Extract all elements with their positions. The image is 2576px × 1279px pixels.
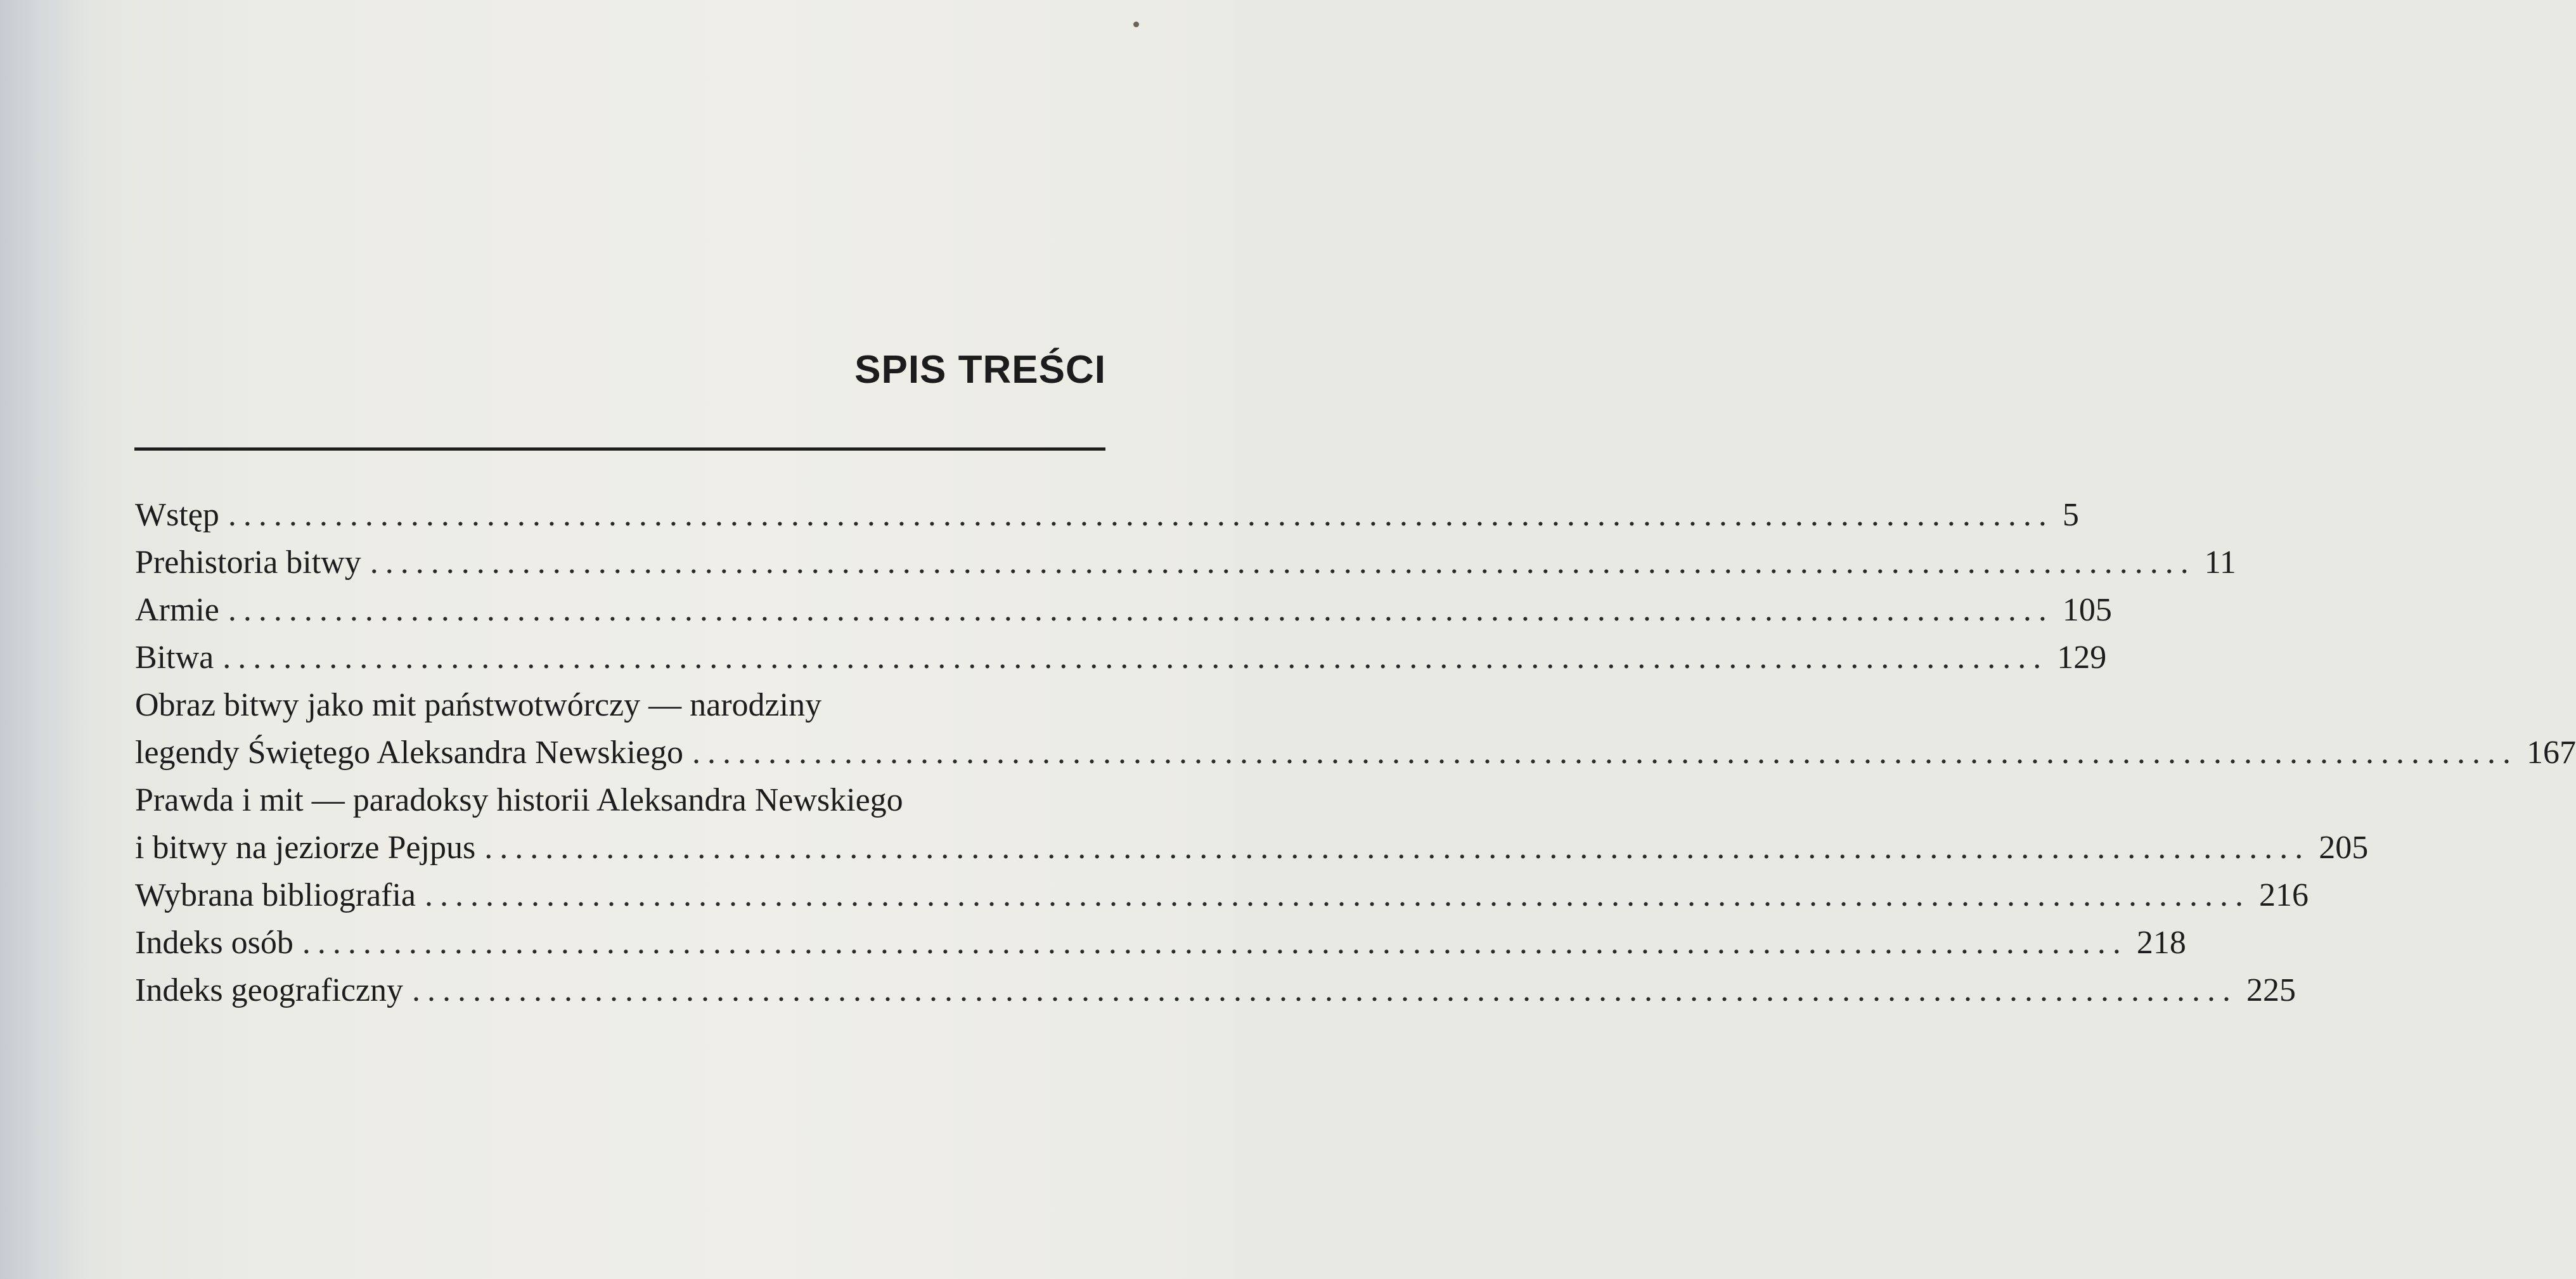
dot-leader: ........................................................................................................................ [412, 972, 2238, 1008]
toc-entry-title: legendy Świętego Aleksandra Newskiego [135, 735, 684, 771]
toc-page-number: 11 [2204, 544, 2236, 581]
toc-entry-title: Wstęp [135, 497, 219, 533]
toc-page-number: 216 [2259, 877, 2309, 913]
toc-entry-title-line1: Prawda i mit — paradoksy historii Aleksandra Newskiego [135, 782, 903, 818]
toc-entry-title: Indeks geograficzny [135, 972, 404, 1008]
toc-page-number: 105 [2062, 592, 2112, 628]
table-of-contents [135, 491, 2576, 1014]
dot-leader: ........................................................................................................................ [228, 592, 2054, 628]
toc-entry [135, 586, 2112, 634]
toc-entry-title: Armie [135, 592, 219, 628]
toc-page-number: 205 [2319, 830, 2369, 866]
toc-page-number: 5 [2062, 497, 2079, 533]
toc-page-number: 218 [2136, 925, 2186, 961]
toc-entry [135, 634, 2107, 681]
dot-leader: ........................................................................................................................ [228, 497, 2054, 533]
toc-entry [135, 681, 2576, 776]
page-title: SPIS TREŚCI [854, 348, 1106, 392]
dot-leader: ........................................................................................................................ [222, 640, 2049, 676]
toc-entry [135, 919, 2186, 967]
toc-entry-title: Indeks osób [135, 925, 293, 961]
toc-entry [135, 776, 2369, 871]
toc-entry [135, 967, 2296, 1014]
dot-leader: ........................................................................................................................ [370, 544, 2196, 581]
toc-page-number: 167 [2527, 735, 2576, 771]
dot-leader: ........................................................................................................................ [484, 830, 2310, 866]
toc-page-number: 129 [2057, 640, 2107, 676]
toc-entry-title-line1: Obraz bitwy jako mit państwotwórczy — narodziny [135, 687, 822, 723]
dot-leader: ........................................................................................................................ [425, 877, 2251, 913]
toc-entry [135, 491, 2079, 539]
toc-page-number: 225 [2246, 972, 2296, 1008]
dot-leader: ........................................................................................................................ [692, 735, 2518, 771]
dot-leader: ........................................................................................................................ [302, 925, 2128, 961]
toc-entry-title: i bitwy na jeziorze Pejpus [135, 830, 476, 866]
toc-entry [135, 871, 2309, 919]
page-shadow [0, 0, 89, 1279]
paper-speck [1133, 22, 1139, 27]
title-rule [134, 447, 1105, 451]
toc-entry [135, 539, 2236, 586]
toc-entry-title: Prehistoria bitwy [135, 544, 361, 581]
toc-entry-title: Bitwa [135, 640, 214, 676]
toc-entry-title: Wybrana bibliografia [135, 877, 416, 913]
